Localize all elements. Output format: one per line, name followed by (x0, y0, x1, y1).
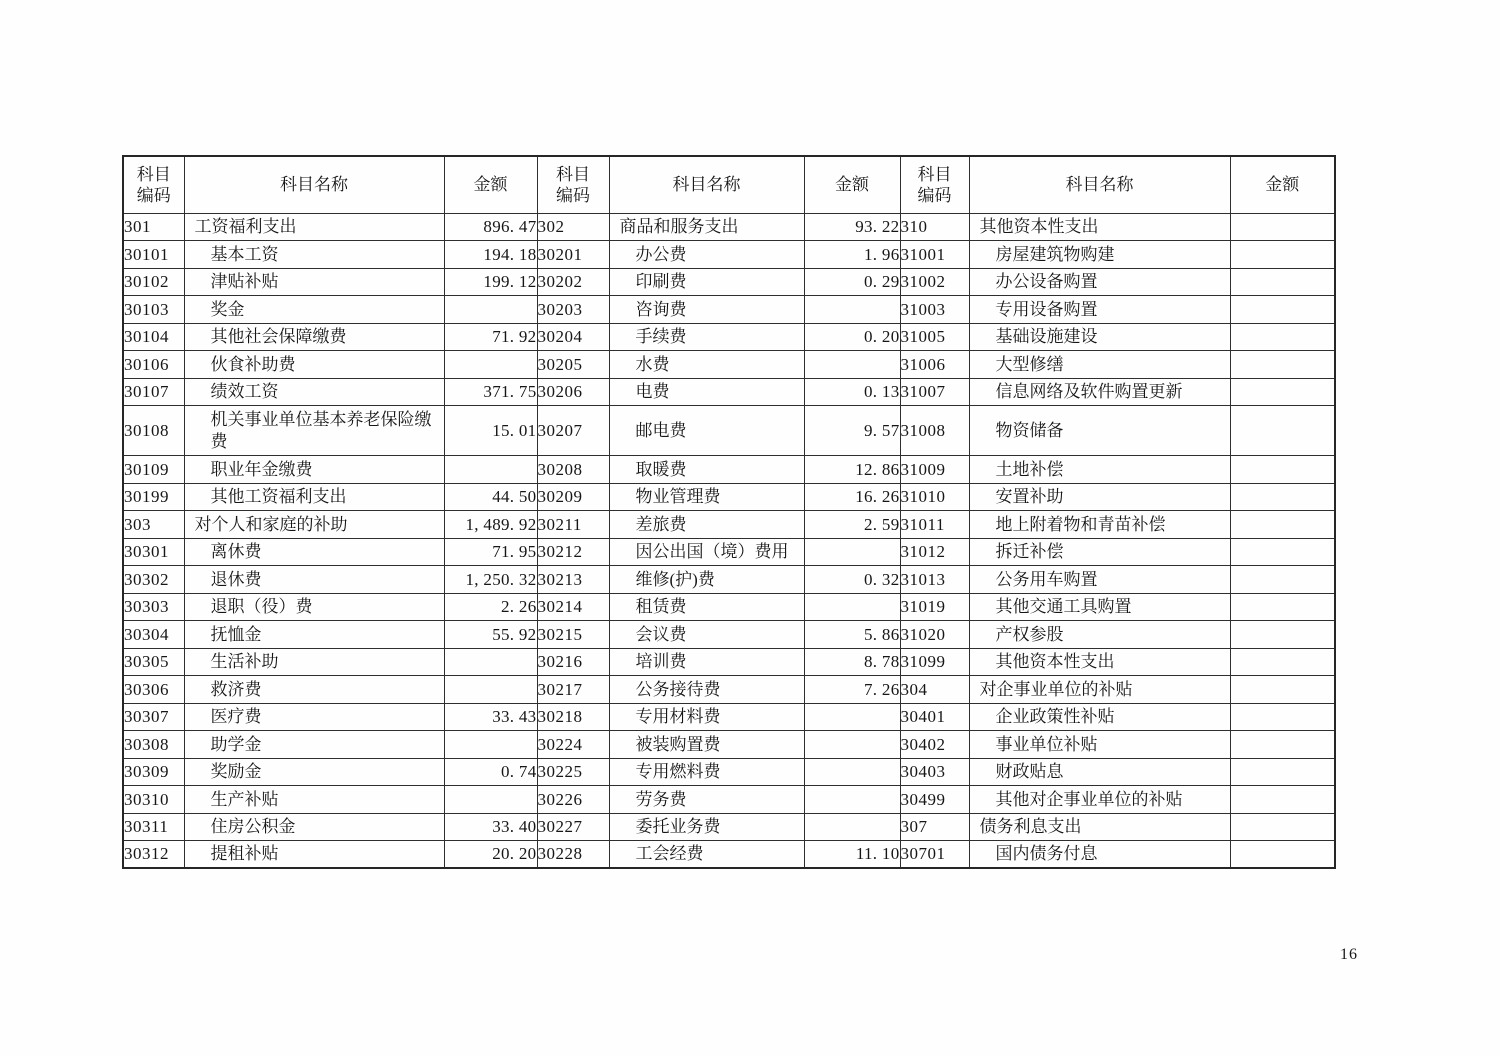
cell-subject-code: 30209 (537, 483, 609, 511)
cell-amount (1230, 406, 1335, 456)
cell-amount (804, 593, 900, 621)
cell-subject-name: 工资福利支出 (184, 213, 444, 241)
cell-subject-name: 抚恤金 (184, 621, 444, 649)
cell-subject-name: 其他工资福利支出 (184, 483, 444, 511)
cell-amount (1230, 566, 1335, 594)
cell-amount (1230, 676, 1335, 704)
cell-amount (444, 456, 537, 484)
cell-subject-name: 其他交通工具购置 (969, 593, 1230, 621)
cell-subject-code: 304 (900, 676, 969, 704)
cell-amount (1230, 648, 1335, 676)
cell-subject-name: 基本工资 (184, 241, 444, 269)
header-code-line1: 科目 (556, 164, 590, 184)
cell-amount (1230, 703, 1335, 731)
cell-subject-code: 30107 (123, 378, 184, 406)
cell-subject-code: 30106 (123, 351, 184, 379)
cell-subject-name: 绩效工资 (184, 378, 444, 406)
cell-subject-name: 办公费 (609, 241, 804, 269)
cell-amount: 15. 01 (444, 406, 537, 456)
page-number: 16 (1340, 946, 1358, 963)
cell-amount: 16. 26 (804, 483, 900, 511)
cell-subject-code: 30104 (123, 323, 184, 351)
cell-subject-code: 30103 (123, 296, 184, 324)
header-amount-col3: 金额 (1230, 156, 1335, 213)
header-code-col3 (900, 156, 969, 213)
header-code-col2 (537, 156, 609, 213)
cell-subject-code: 30101 (123, 241, 184, 269)
cell-amount: 7. 26 (804, 676, 900, 704)
cell-amount (804, 703, 900, 731)
cell-subject-name: 退职（役）费 (184, 593, 444, 621)
table-body (123, 213, 1335, 868)
table-row (123, 593, 1335, 621)
header-name-col3: 科目名称 (969, 156, 1230, 213)
cell-subject-code: 31099 (900, 648, 969, 676)
cell-amount: 11. 10 (804, 841, 900, 869)
cell-amount (1230, 511, 1335, 539)
cell-amount (1230, 758, 1335, 786)
table-row (123, 676, 1335, 704)
table-row (123, 511, 1335, 539)
cell-subject-code: 30309 (123, 758, 184, 786)
cell-subject-name: 办公设备购置 (969, 268, 1230, 296)
cell-amount: 5. 86 (804, 621, 900, 649)
cell-subject-code: 30204 (537, 323, 609, 351)
table-row (123, 323, 1335, 351)
cell-amount (1230, 351, 1335, 379)
table-row (123, 758, 1335, 786)
cell-subject-code: 30102 (123, 268, 184, 296)
cell-amount (1230, 296, 1335, 324)
cell-subject-code: 30303 (123, 593, 184, 621)
cell-subject-code: 302 (537, 213, 609, 241)
table-row (123, 406, 1335, 456)
table-row (123, 648, 1335, 676)
table-row (123, 296, 1335, 324)
cell-subject-name: 邮电费 (609, 406, 804, 456)
cell-amount: 371. 75 (444, 378, 537, 406)
cell-subject-name: 医疗费 (184, 703, 444, 731)
cell-subject-code: 31013 (900, 566, 969, 594)
table-row (123, 731, 1335, 759)
header-code-line1: 科目 (917, 164, 952, 184)
table-row (123, 786, 1335, 814)
table-header (123, 156, 1335, 213)
cell-amount: 33. 43 (444, 703, 537, 731)
cell-subject-code: 30212 (537, 538, 609, 566)
cell-amount (1230, 731, 1335, 759)
cell-amount (804, 296, 900, 324)
cell-subject-code: 303 (123, 511, 184, 539)
table-row (123, 841, 1335, 869)
cell-subject-name: 其他资本性支出 (969, 213, 1230, 241)
table-row (123, 538, 1335, 566)
cell-subject-code: 30312 (123, 841, 184, 869)
cell-subject-code: 31012 (900, 538, 969, 566)
cell-subject-name: 土地补偿 (969, 456, 1230, 484)
cell-subject-name: 机关事业单位基本养老保险缴费 (184, 406, 444, 456)
header-row (123, 156, 1335, 213)
header-code-col1 (123, 156, 184, 213)
cell-subject-name: 提租补贴 (184, 841, 444, 869)
cell-amount (1230, 813, 1335, 841)
cell-amount: 0. 32 (804, 566, 900, 594)
cell-amount (1230, 213, 1335, 241)
table-row (123, 456, 1335, 484)
cell-subject-name: 奖励金 (184, 758, 444, 786)
cell-subject-code: 30199 (123, 483, 184, 511)
cell-subject-code: 31006 (900, 351, 969, 379)
cell-subject-code: 31002 (900, 268, 969, 296)
cell-subject-name: 退休费 (184, 566, 444, 594)
cell-subject-code: 30228 (537, 841, 609, 869)
cell-subject-name: 其他对企事业单位的补贴 (969, 786, 1230, 814)
cell-subject-name: 房屋建筑物购建 (969, 241, 1230, 269)
header-amount-col2: 金额 (804, 156, 900, 213)
cell-subject-code: 30224 (537, 731, 609, 759)
cell-subject-code: 30216 (537, 648, 609, 676)
cell-subject-code: 30302 (123, 566, 184, 594)
cell-subject-name: 奖金 (184, 296, 444, 324)
cell-subject-name: 其他社会保障缴费 (184, 323, 444, 351)
cell-amount: 0. 20 (804, 323, 900, 351)
cell-subject-code: 30217 (537, 676, 609, 704)
cell-amount: 896. 47 (444, 213, 537, 241)
cell-amount (444, 296, 537, 324)
cell-amount: 12. 86 (804, 456, 900, 484)
cell-subject-code: 307 (900, 813, 969, 841)
cell-subject-name: 安置补助 (969, 483, 1230, 511)
header-name-col1: 科目名称 (184, 156, 444, 213)
cell-subject-code: 30307 (123, 703, 184, 731)
cell-subject-code: 30211 (537, 511, 609, 539)
cell-subject-code: 30311 (123, 813, 184, 841)
cell-subject-code: 30214 (537, 593, 609, 621)
cell-subject-name: 劳务费 (609, 786, 804, 814)
cell-subject-code: 30304 (123, 621, 184, 649)
cell-amount (444, 731, 537, 759)
cell-amount: 1, 250. 32 (444, 566, 537, 594)
cell-subject-name: 商品和服务支出 (609, 213, 804, 241)
cell-subject-code: 30402 (900, 731, 969, 759)
header-code-line2: 编码 (556, 185, 590, 205)
cell-amount: 2. 26 (444, 593, 537, 621)
cell-subject-name: 事业单位补贴 (969, 731, 1230, 759)
cell-amount: 33. 40 (444, 813, 537, 841)
cell-amount: 55. 92 (444, 621, 537, 649)
cell-subject-code: 30308 (123, 731, 184, 759)
cell-amount (1230, 241, 1335, 269)
cell-subject-name: 租赁费 (609, 593, 804, 621)
cell-subject-code: 30205 (537, 351, 609, 379)
cell-subject-name: 救济费 (184, 676, 444, 704)
cell-subject-name: 信息网络及软件购置更新 (969, 378, 1230, 406)
cell-amount: 93. 22 (804, 213, 900, 241)
cell-subject-name: 企业政策性补贴 (969, 703, 1230, 731)
cell-subject-code: 30218 (537, 703, 609, 731)
cell-amount: 194. 18 (444, 241, 537, 269)
cell-subject-name: 专用燃料费 (609, 758, 804, 786)
cell-amount (444, 351, 537, 379)
header-code-line2: 编码 (917, 185, 952, 205)
cell-subject-name: 工会经费 (609, 841, 804, 869)
cell-amount (1230, 786, 1335, 814)
cell-subject-code: 30225 (537, 758, 609, 786)
cell-subject-name: 物业管理费 (609, 483, 804, 511)
cell-subject-code: 301 (123, 213, 184, 241)
cell-subject-name: 大型修缮 (969, 351, 1230, 379)
cell-subject-name: 被装购置费 (609, 731, 804, 759)
cell-subject-code: 31007 (900, 378, 969, 406)
cell-amount (444, 648, 537, 676)
cell-amount (804, 786, 900, 814)
table-row (123, 241, 1335, 269)
cell-subject-code: 30305 (123, 648, 184, 676)
cell-amount (804, 351, 900, 379)
cell-subject-code: 31005 (900, 323, 969, 351)
cell-amount: 0. 13 (804, 378, 900, 406)
cell-amount (1230, 841, 1335, 869)
cell-amount: 199. 12 (444, 268, 537, 296)
cell-amount (804, 813, 900, 841)
cell-subject-name: 生活补助 (184, 648, 444, 676)
table-row (123, 213, 1335, 241)
cell-amount (804, 731, 900, 759)
header-code-line2: 编码 (136, 185, 171, 205)
cell-subject-code: 30213 (537, 566, 609, 594)
cell-subject-name: 取暖费 (609, 456, 804, 484)
cell-subject-name: 培训费 (609, 648, 804, 676)
cell-subject-code: 30227 (537, 813, 609, 841)
cell-subject-name: 因公出国（境）费用 (609, 538, 804, 566)
table-row (123, 703, 1335, 731)
cell-subject-code: 310 (900, 213, 969, 241)
cell-amount: 9. 57 (804, 406, 900, 456)
table-row (123, 483, 1335, 511)
cell-subject-name: 生产补贴 (184, 786, 444, 814)
cell-subject-name: 伙食补助费 (184, 351, 444, 379)
cell-subject-code: 31020 (900, 621, 969, 649)
cell-amount: 0. 74 (444, 758, 537, 786)
cell-subject-code: 30215 (537, 621, 609, 649)
cell-subject-name: 产权参股 (969, 621, 1230, 649)
cell-subject-code: 30401 (900, 703, 969, 731)
table-row (123, 378, 1335, 406)
cell-subject-name: 专用设备购置 (969, 296, 1230, 324)
cell-amount (804, 538, 900, 566)
cell-subject-code: 30701 (900, 841, 969, 869)
cell-subject-name: 住房公积金 (184, 813, 444, 841)
header-code-line1: 科目 (136, 164, 171, 184)
cell-amount (1230, 456, 1335, 484)
cell-amount (1230, 483, 1335, 511)
cell-amount (444, 676, 537, 704)
cell-amount: 71. 92 (444, 323, 537, 351)
cell-subject-name: 印刷费 (609, 268, 804, 296)
table-row (123, 268, 1335, 296)
cell-subject-code: 30109 (123, 456, 184, 484)
cell-subject-code: 31019 (900, 593, 969, 621)
cell-amount: 8. 78 (804, 648, 900, 676)
cell-amount: 71. 95 (444, 538, 537, 566)
cell-subject-code: 30201 (537, 241, 609, 269)
cell-subject-name: 专用材料费 (609, 703, 804, 731)
cell-subject-name: 津贴补贴 (184, 268, 444, 296)
cell-subject-name: 国内债务付息 (969, 841, 1230, 869)
cell-subject-name: 差旅费 (609, 511, 804, 539)
cell-amount (1230, 621, 1335, 649)
cell-subject-name: 基础设施建设 (969, 323, 1230, 351)
cell-subject-name: 财政贴息 (969, 758, 1230, 786)
cell-amount (444, 786, 537, 814)
cell-subject-name: 债务利息支出 (969, 813, 1230, 841)
cell-amount: 0. 29 (804, 268, 900, 296)
header-amount-col1: 金额 (444, 156, 537, 213)
cell-subject-name: 公务用车购置 (969, 566, 1230, 594)
cell-subject-code: 31011 (900, 511, 969, 539)
cell-subject-code: 30499 (900, 786, 969, 814)
cell-subject-name: 手续费 (609, 323, 804, 351)
cell-subject-name: 咨询费 (609, 296, 804, 324)
cell-subject-code: 30310 (123, 786, 184, 814)
cell-amount (1230, 378, 1335, 406)
cell-amount (1230, 593, 1335, 621)
cell-subject-name: 其他资本性支出 (969, 648, 1230, 676)
cell-subject-code: 31003 (900, 296, 969, 324)
cell-amount (1230, 538, 1335, 566)
cell-subject-code: 30403 (900, 758, 969, 786)
cell-subject-name: 水费 (609, 351, 804, 379)
cell-subject-code: 31009 (900, 456, 969, 484)
cell-amount: 20. 20 (444, 841, 537, 869)
cell-amount: 2. 59 (804, 511, 900, 539)
cell-subject-code: 30226 (537, 786, 609, 814)
budget-table (122, 155, 1336, 869)
cell-subject-code: 30202 (537, 268, 609, 296)
cell-subject-name: 维修(护)费 (609, 566, 804, 594)
cell-subject-name: 公务接待费 (609, 676, 804, 704)
cell-amount: 1. 96 (804, 241, 900, 269)
cell-subject-code: 30208 (537, 456, 609, 484)
cell-subject-name: 会议费 (609, 621, 804, 649)
table-row (123, 566, 1335, 594)
cell-subject-code: 30207 (537, 406, 609, 456)
cell-subject-name: 对企事业单位的补贴 (969, 676, 1230, 704)
cell-subject-name: 离休费 (184, 538, 444, 566)
cell-subject-name: 电费 (609, 378, 804, 406)
cell-amount: 1, 489. 92 (444, 511, 537, 539)
cell-amount (1230, 268, 1335, 296)
cell-subject-name: 职业年金缴费 (184, 456, 444, 484)
cell-subject-name: 物资储备 (969, 406, 1230, 456)
cell-subject-name: 助学金 (184, 731, 444, 759)
cell-subject-code: 31001 (900, 241, 969, 269)
cell-subject-code: 31008 (900, 406, 969, 456)
cell-subject-code: 31010 (900, 483, 969, 511)
table-row (123, 351, 1335, 379)
cell-subject-name: 地上附着物和青苗补偿 (969, 511, 1230, 539)
cell-amount (804, 758, 900, 786)
cell-subject-name: 委托业务费 (609, 813, 804, 841)
table-row (123, 813, 1335, 841)
cell-amount: 44. 50 (444, 483, 537, 511)
cell-subject-code: 30206 (537, 378, 609, 406)
cell-subject-code: 30306 (123, 676, 184, 704)
cell-subject-name: 拆迁补偿 (969, 538, 1230, 566)
cell-subject-name: 对个人和家庭的补助 (184, 511, 444, 539)
cell-subject-code: 30203 (537, 296, 609, 324)
cell-subject-code: 30301 (123, 538, 184, 566)
cell-subject-code: 30108 (123, 406, 184, 456)
table-row (123, 621, 1335, 649)
cell-amount (1230, 323, 1335, 351)
header-name-col2: 科目名称 (609, 156, 804, 213)
